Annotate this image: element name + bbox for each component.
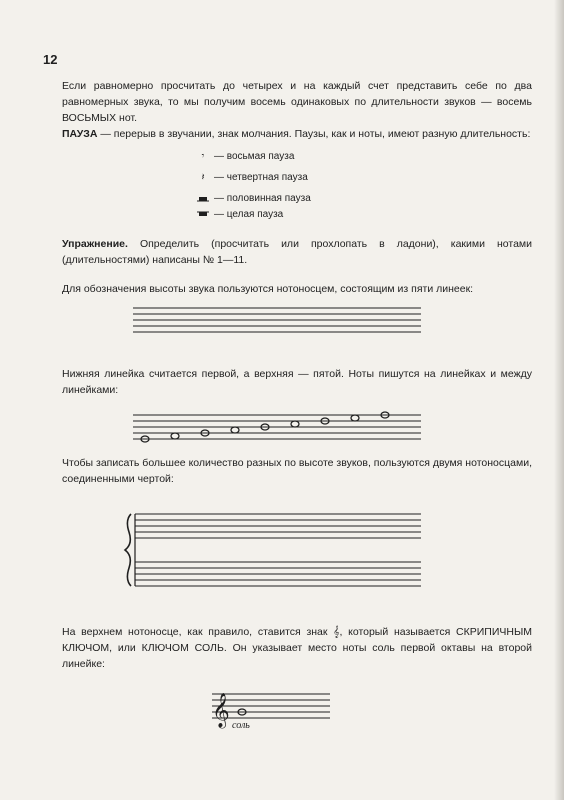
paragraph-two-staves: Чтобы записать большее количество разных по высоте звуков, пользуются двумя нотоносцами, соединенными чертой: — [62, 457, 532, 485]
whole-note-icon — [291, 421, 299, 427]
staff-with-notes — [133, 409, 423, 443]
page-number: 12 — [43, 52, 58, 67]
paragraph-pause — [62, 126, 532, 142]
pause-term: ПАУЗА — [62, 128, 98, 140]
staff-five-lines — [133, 306, 423, 332]
paragraph-lines: Нижняя линейка считается первой, а верхняя — пятой. Ноты пишутся на линейках и между линейками: — [62, 368, 532, 396]
pause-legend-row: — целая пауза — [196, 207, 283, 221]
treble-clef-icon: 𝄞 — [212, 693, 230, 728]
sol-note-label: соль — [232, 720, 250, 731]
quarter-rest-icon: 𝄽 — [201, 172, 205, 183]
whole-note-icon — [351, 415, 359, 421]
half-rest-icon — [196, 191, 210, 206]
treble-clef-staff — [212, 688, 332, 748]
eighth-rest-icon: 𝄾 — [201, 151, 205, 162]
exercise-text: Определить (просчитать или прохлопать в ладони), какими нотами (длительностями) написаны № 1—11. — [62, 238, 532, 266]
whole-note-icon — [171, 433, 179, 439]
grand-staff — [123, 510, 423, 590]
paragraph-staff: Для обозначения высоты звука пользуются нотоносцем, состоящим из пяти линеек: — [62, 283, 474, 295]
whole-note-icon — [231, 427, 239, 433]
brace-icon — [125, 514, 131, 586]
paragraph-exercise — [62, 236, 532, 268]
paragraph-treble-clef: На верхнем нотоносце, как правило, ставится знак 𝄞, который называется СКРИПИЧНЫМ КЛЮЧОМ, или КЛЮЧОМ СОЛЬ. Он указывает место ноты соль первой октавы на второй линейке: — [62, 626, 532, 670]
pause-legend-row: — половинная пауза — [196, 191, 311, 205]
exercise-term: Упражнение. — [62, 238, 128, 250]
paragraph-eighth-notes: Если равномерно просчитать до четырех и на каждый счет представить себе по два равномерных звука, то мы получим восемь одинаковых по длительности звуков — восемь ВОСЬМЫХ нот. — [62, 80, 532, 124]
pause-legend-row: 𝄽 — четвертная пауза — [196, 171, 308, 185]
whole-rest-icon — [196, 207, 210, 222]
page-edge-shadow — [554, 0, 564, 800]
pause-legend-row: 𝄾 — восьмая пауза — [196, 150, 294, 164]
pause-definition: — перерыв в звучании, знак молчания. Паузы, как и ноты, имеют разную длительность: — [97, 128, 531, 140]
